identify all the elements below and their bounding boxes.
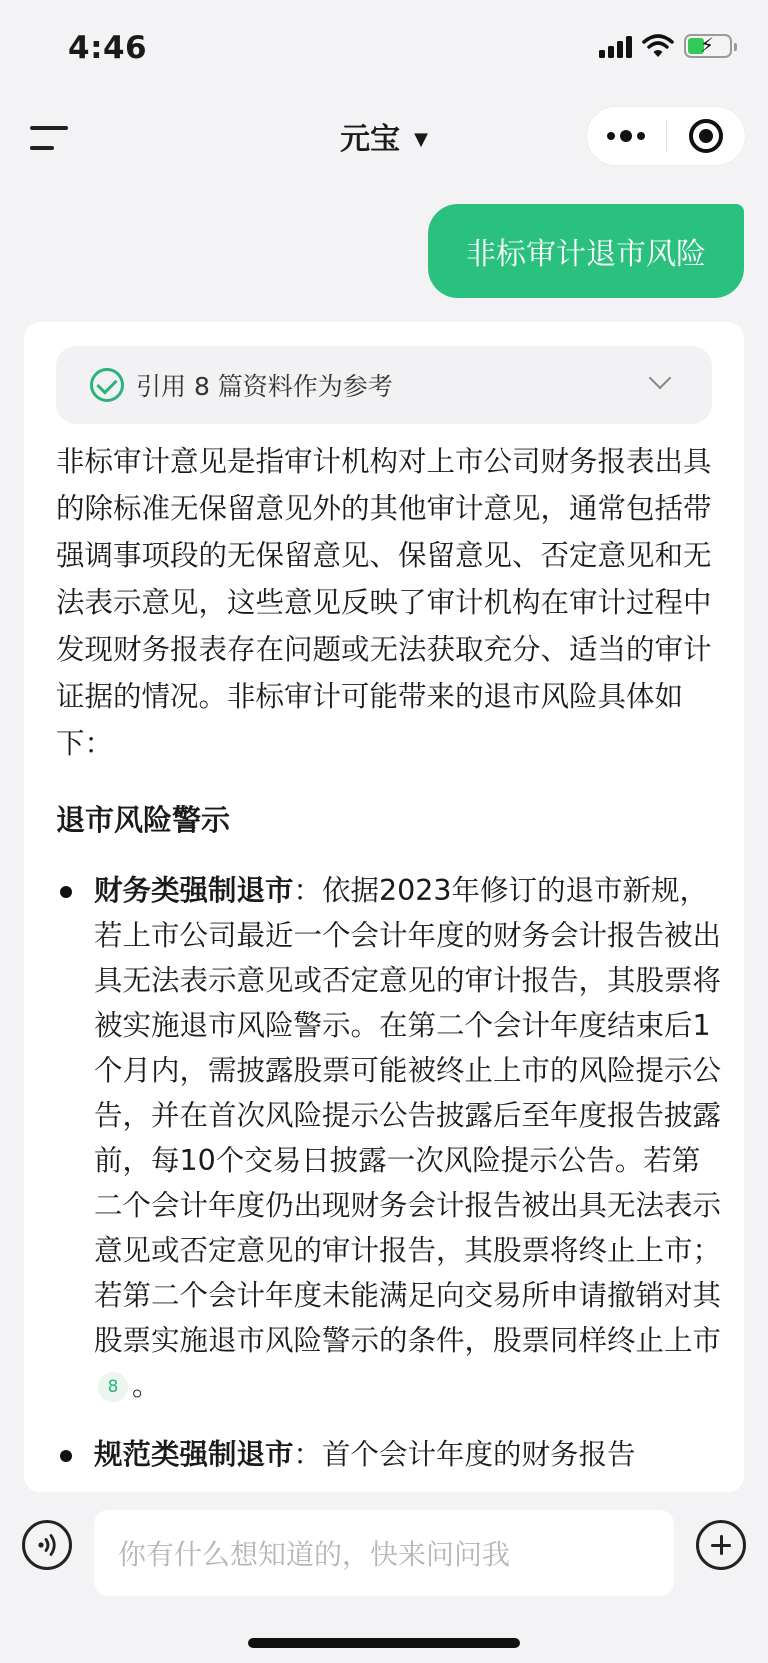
mini-program-capsule: [586, 106, 746, 166]
message-input[interactable]: [94, 1510, 674, 1596]
status-bar: [0, 0, 768, 100]
answer-intro: 非标审计意见是指审计机构对上市公司财务报表出具的除标准无保留意见外的其他审计意见，通常包括带强调事项段的无保留意见、保留意见、否定意见和无法表示意见，这些意见反映了审计机构在审计过程中发现财务报表存在问题或无法获取充分、适当的审计证据的情况。非标审计可能带来的退市风险具体如下：: [56, 445, 712, 760]
voice-button[interactable]: [22, 1520, 72, 1570]
bullet-text: ：依据2023年修订的退市新规，若上市公司最近一个会计年度的财务会计报告被出具无法表示意见或否定意见的审计报告，其股票将被实施退市风险警示。在第二个会计年度结束后1个月内，需披露股票可能被终止上市的风险提示公告，并在首次风险提示公告披露后至年度报告披露前，每10个交易日披露一次风险提示公告。若第二个会计年度仍出现财务会计报告被出具无法表示意见或否定意见的审计报告，其股票将终止上市；若第二个会计年度未能满足向交易所申请撤销对其股票实施退市风险警示的条件，股票同样终止上市: [94, 874, 722, 1357]
bullet-dot: [60, 1450, 72, 1462]
home-indicator: [248, 1638, 520, 1648]
status-time: 4:46: [68, 30, 148, 66]
bullet-end: 。: [132, 1369, 161, 1402]
add-button[interactable]: [696, 1520, 746, 1570]
user-message-text: 非标审计退市风险: [466, 237, 706, 272]
answer-card: [24, 322, 744, 1492]
battery-charging-icon: ⚡: [684, 34, 732, 58]
list-item: [56, 1432, 726, 1477]
nav-bar: [0, 100, 768, 180]
user-message-bubble[interactable]: [428, 204, 744, 298]
nav-title: 元宝: [340, 122, 401, 157]
caret-down-icon: ▼: [414, 129, 428, 150]
status-icons: [599, 34, 732, 58]
check-circle-icon: [90, 368, 124, 402]
more-dots-icon[interactable]: [587, 130, 666, 142]
bullet-title: 财务类强制退市: [94, 874, 294, 907]
bullet-dot: [60, 886, 72, 898]
list-item: [56, 868, 726, 1408]
references-toggle[interactable]: [56, 346, 712, 424]
signal-icon: [599, 34, 632, 58]
input-placeholder: 你有什么想知道的，快来问问我: [118, 1538, 511, 1571]
answer-body: [56, 438, 726, 1477]
bullet-text: ：首个会计年度的财务报告: [293, 1438, 636, 1471]
target-icon[interactable]: [667, 119, 746, 153]
voice-icon: [33, 1531, 61, 1559]
chevron-down-icon: [649, 367, 672, 390]
references-label: 引用 8 篇资料作为参考: [136, 372, 393, 401]
citation-badge[interactable]: 8: [98, 1372, 128, 1402]
bullet-title: 规范类强制退市: [94, 1438, 294, 1471]
wifi-icon: [642, 34, 674, 58]
section-heading: 退市风险警示: [56, 803, 231, 837]
